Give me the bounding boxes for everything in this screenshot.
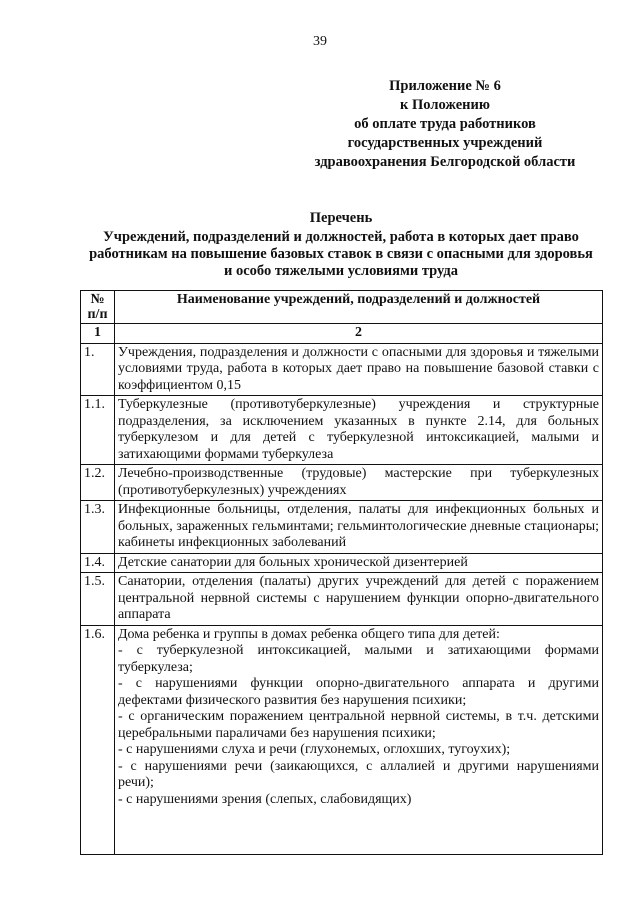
row-text: Учреждения, подразделения и должности с опасными для здоровья и тяжелыми условиями труда, работа в которых дает право на повышение базовой ставки с коэффициентом 0,15 — [115, 343, 603, 396]
heading-subtitle-line: и особо тяжелыми условиями труда — [224, 263, 458, 279]
appendix-line: здравоохранения Белгородской области — [314, 154, 576, 170]
appendix-line: Приложение № 6 — [389, 78, 501, 94]
appendix-block — [290, 77, 600, 172]
table-row — [81, 501, 603, 554]
page-number: 39 — [313, 34, 327, 49]
table-row — [81, 553, 603, 573]
row-text: Детские санатории для больных хронической дизентерией — [115, 553, 603, 573]
row-number: 1.2. — [81, 465, 115, 501]
row-subitem: - с нарушениями слуха и речи (глухонемых, оглохших, тугоухих); — [118, 742, 511, 757]
row-number: 1.6. — [81, 625, 115, 854]
row-text — [115, 625, 603, 854]
heading-title: Перечень — [309, 210, 373, 226]
row-text: Санатории, отделения (палаты) других учреждений для детей с поражением центральной нервной системы с нарушением функции опорно-двигательного аппарата — [115, 573, 603, 626]
row-text: Туберкулезные (противотуберкулезные) учреждения и структурные подразделения, за исключением указанных в пункте 2.14, для больных туберкулезом и для детей с туберкулезной интоксикацией, малыми и затихающими формами туберкулеза — [115, 396, 603, 465]
row-subitem: - с нарушениями зрения (слепых, слабовидящих) — [118, 791, 412, 807]
row-subitem: - с нарушениями функции опорно-двигательного аппарата и другими дефектами физического развития без нарушения психики; — [118, 676, 599, 708]
row-subitem: - с туберкулезной интоксикацией, малыми и затихающими формами туберкулеза; — [118, 643, 599, 675]
column-number: 1 — [81, 324, 115, 344]
row-text: Лечебно-производственные (трудовые) мастерские при туберкулезных (противотуберкулезных) учреждениях — [115, 465, 603, 501]
row-subitem: - с нарушениями речи (заикающихся, с аллалией и другими нарушениями речи); — [118, 758, 599, 790]
column-number-row — [81, 324, 603, 344]
header-name: Наименование учреждений, подразделений и должностей — [115, 291, 603, 324]
appendix-line: государственных учреждений — [347, 135, 543, 151]
table-header-row — [81, 291, 603, 324]
header-number — [81, 291, 115, 324]
table-row — [81, 573, 603, 626]
row-text: Инфекционные больницы, отделения, палаты для инфекционных больных и больных, зараженных гельминтами; гельминтологические дневные стационары; кабинеты инфекционных заболеваний — [115, 501, 603, 554]
heading-subtitle-line: работникам на повышение базовых ставок в связи с опасными для здоровья — [89, 246, 593, 262]
heading-subtitle-line: Учреждений, подразделений и должностей, работа в которых дает право — [103, 229, 579, 245]
table-row — [81, 625, 603, 854]
row-number: 1.1. — [81, 396, 115, 465]
row-number: 1. — [81, 343, 115, 396]
row-subitem: Дома ребенка и группы в домах ребенка общего типа для детей: — [118, 626, 500, 642]
row-number: 1.4. — [81, 553, 115, 573]
table-row — [81, 343, 603, 396]
row-number: 1.5. — [81, 573, 115, 626]
table-row — [81, 396, 603, 465]
appendix-line: к Положению — [400, 97, 490, 113]
row-number: 1.3. — [81, 501, 115, 554]
header-number-abbr: п/п — [87, 307, 108, 322]
header-number-sign: № — [90, 292, 105, 307]
document-heading — [80, 210, 602, 280]
column-number: 2 — [115, 324, 603, 344]
row-subitem: - с органическим поражением центральной нервной системы, в т.ч. детскими церебральными параличами без нарушения психики; — [118, 709, 599, 741]
positions-table — [80, 290, 603, 855]
appendix-line: об оплате труда работников — [354, 116, 536, 132]
table-row — [81, 465, 603, 501]
